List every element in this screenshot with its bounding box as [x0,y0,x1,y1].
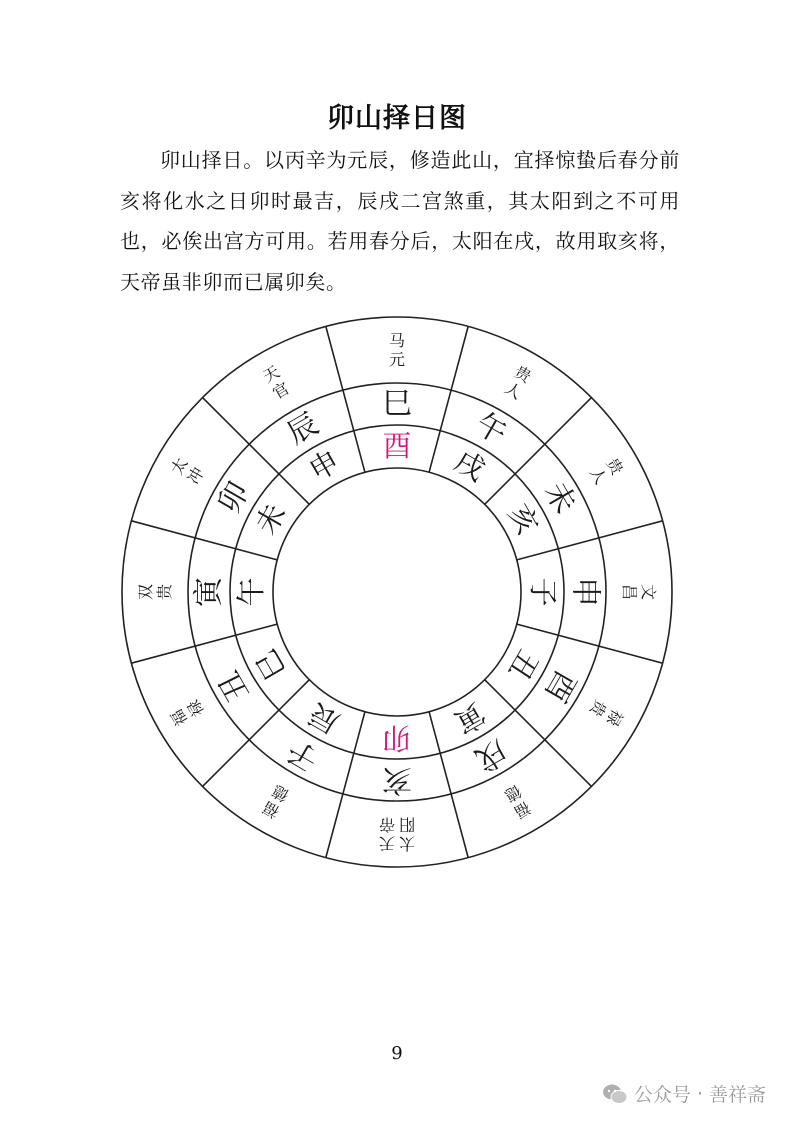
outer-sector-label: 福德 [259,781,293,822]
middle-branch-label: 未 [537,476,583,520]
outer-sector-label: 文昌 [620,583,658,601]
inner-branch-label: 戌 [448,443,492,488]
inner-branch-label: 申 [302,443,346,488]
outer-sector-label: 福禄 [167,696,208,730]
inner-branch-label: 子 [526,577,560,607]
ring-circle-3 [273,468,521,716]
watermark [602,1080,766,1107]
outer-sector-label: 太冲 [167,454,208,488]
page-title: 卯山择日图 [327,103,467,134]
outer-sector-label: 太阳天帝 [378,815,416,853]
outer-sector-label: 天官 [259,362,293,403]
inner-branch-label: 未 [248,497,293,541]
middle-branch-label: 辰 [281,406,325,452]
inner-branch-label: 卯 [382,721,412,755]
outer-sector-label: 禄贵 [586,696,627,730]
inner-branch-label: 辰 [302,696,346,741]
outer-sector-label: 贵人 [501,362,535,403]
body-paragraph: 卯山择日。以丙辛为元辰，修造此山，宜择惊蛰后春分前亥将化水之日卯时最吉，辰戌二宫煞重，其太阳到之不可用也，必俟出宫方可用。若用春分后，太阳在戌，故用取亥将，天帝虽非卯而已属卯矣。 [120,148,680,294]
middle-branch-label: 戌 [469,732,513,778]
inner-branch-label: 酉 [382,429,412,463]
outer-sector-label: 贵人 [586,454,627,488]
middle-branch-label: 卯 [211,476,257,520]
outer-sector-label: 马元 [388,331,406,369]
inner-branch-label: 亥 [501,497,546,541]
middle-branch-label: 酉 [537,664,583,708]
page-number: 9 [391,1043,403,1064]
middle-branch-label: 午 [469,406,513,452]
middle-branch-label: 丑 [211,664,257,708]
watermark-label: 公众号 [633,1084,691,1106]
inner-branch-label: 巳 [248,643,293,687]
inner-branch-label: 午 [234,577,268,607]
middle-branch-label: 亥 [382,762,412,798]
middle-branch-label: 巳 [382,386,412,422]
middle-branch-label: 子 [281,732,325,778]
watermark-name: 善祥斋 [708,1084,766,1106]
inner-branch-label: 丑 [501,643,546,687]
wechat-icon [602,1083,628,1105]
outer-sector-label: 福德 [501,781,535,822]
middle-branch-label: 寅 [191,577,227,607]
middle-branch-label: 申 [567,577,603,607]
outer-sector-label: 双贵 [136,583,174,601]
inner-branch-label: 寅 [448,696,492,741]
watermark-separator: · [696,1082,703,1105]
